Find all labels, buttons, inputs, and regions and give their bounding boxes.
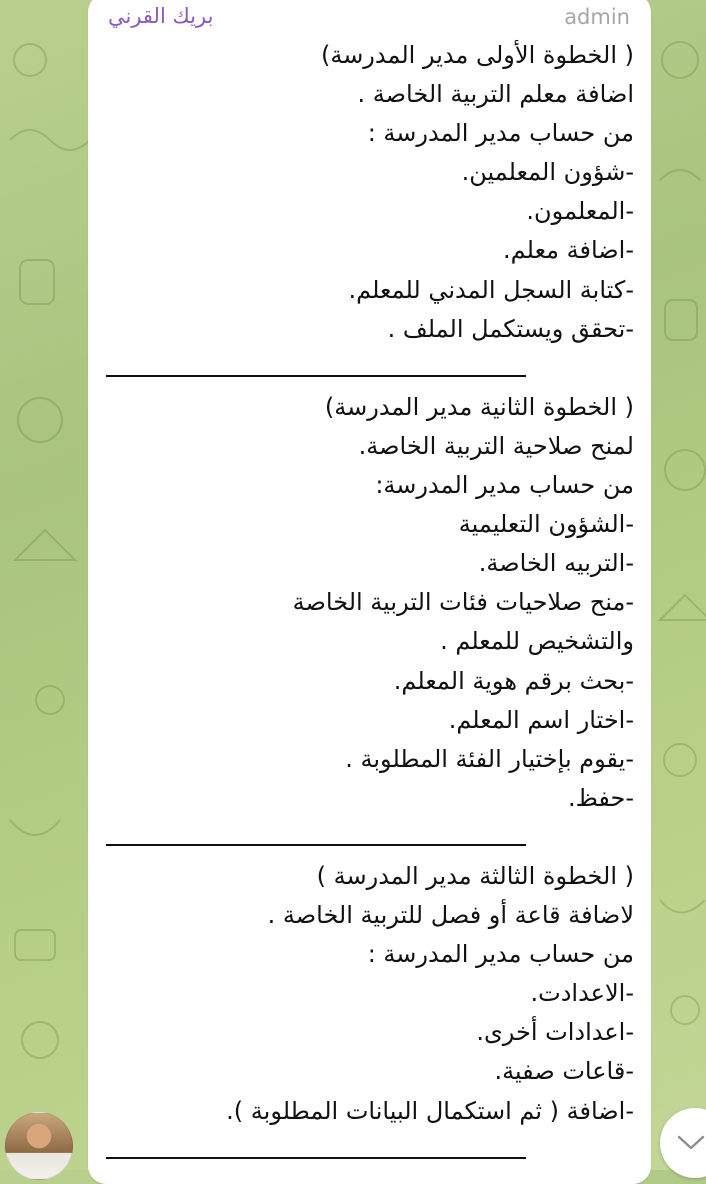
message-line: -الاعدادت. (530, 979, 634, 1008)
message-line: -كتابة السجل المدني للمعلم. (348, 275, 634, 304)
message-line: -قاعات صفية. (494, 1057, 634, 1086)
message-line: من حساب مدير المدرسة : (367, 940, 634, 969)
message-line: ( الخطوة الثانية مدير المدرسة) (324, 392, 634, 421)
sender-role-badge: admin (564, 5, 630, 29)
message-line: -يقوم بإختيار الفئة المطلوبة . (345, 744, 634, 773)
separator-line (104, 1131, 634, 1170)
message-line: -منح صلاحيات فئات التربية الخاصة (292, 588, 634, 617)
message-line: -شؤون المعلمين. (461, 158, 634, 187)
message-line: من حساب مدير المدرسة : (367, 119, 634, 148)
scroll-to-bottom-button[interactable] (660, 1108, 706, 1178)
message-line: لمنح صلاحية التربية الخاصة. (358, 431, 634, 460)
message-line: من حساب مدير المدرسة: (375, 471, 634, 500)
chevron-down-icon (676, 1134, 706, 1152)
message-line: اضافة معلم التربية الخاصة . (357, 80, 634, 109)
message-text (104, 36, 634, 1170)
message-line: والتشخيص للمعلم . (440, 627, 634, 656)
sender-name[interactable]: بريك القرني (108, 4, 214, 28)
message-line: -الشؤون التعليمية (458, 510, 634, 539)
message-line: ( الخطوة الثالثة مدير المدرسة ) (316, 861, 634, 890)
separator-line (104, 818, 634, 857)
message-line: ( الخطوة الأولى مدير المدرسة) (320, 41, 634, 69)
message-line: -اختار اسم المعلم. (448, 705, 634, 734)
message-line: -اضافة ( ثم استكمال البيانات المطلوبة ). (226, 1096, 634, 1125)
message-line: -بحث برقم هوية المعلم. (393, 666, 634, 695)
message-line: -التربيه الخاصة. (478, 549, 634, 578)
message-line: -حفظ. (567, 783, 634, 812)
message-line: -اعدادات أخرى. (476, 1018, 634, 1047)
message-line: -المعلمون. (526, 197, 634, 226)
message-line: -تحقق ويستكمل الملف . (387, 314, 634, 343)
message-line: لاضافة قاعة أو فصل للتربية الخاصة . (267, 901, 634, 930)
separator-line (104, 349, 634, 388)
message-line: -اضافة معلم. (503, 236, 634, 265)
